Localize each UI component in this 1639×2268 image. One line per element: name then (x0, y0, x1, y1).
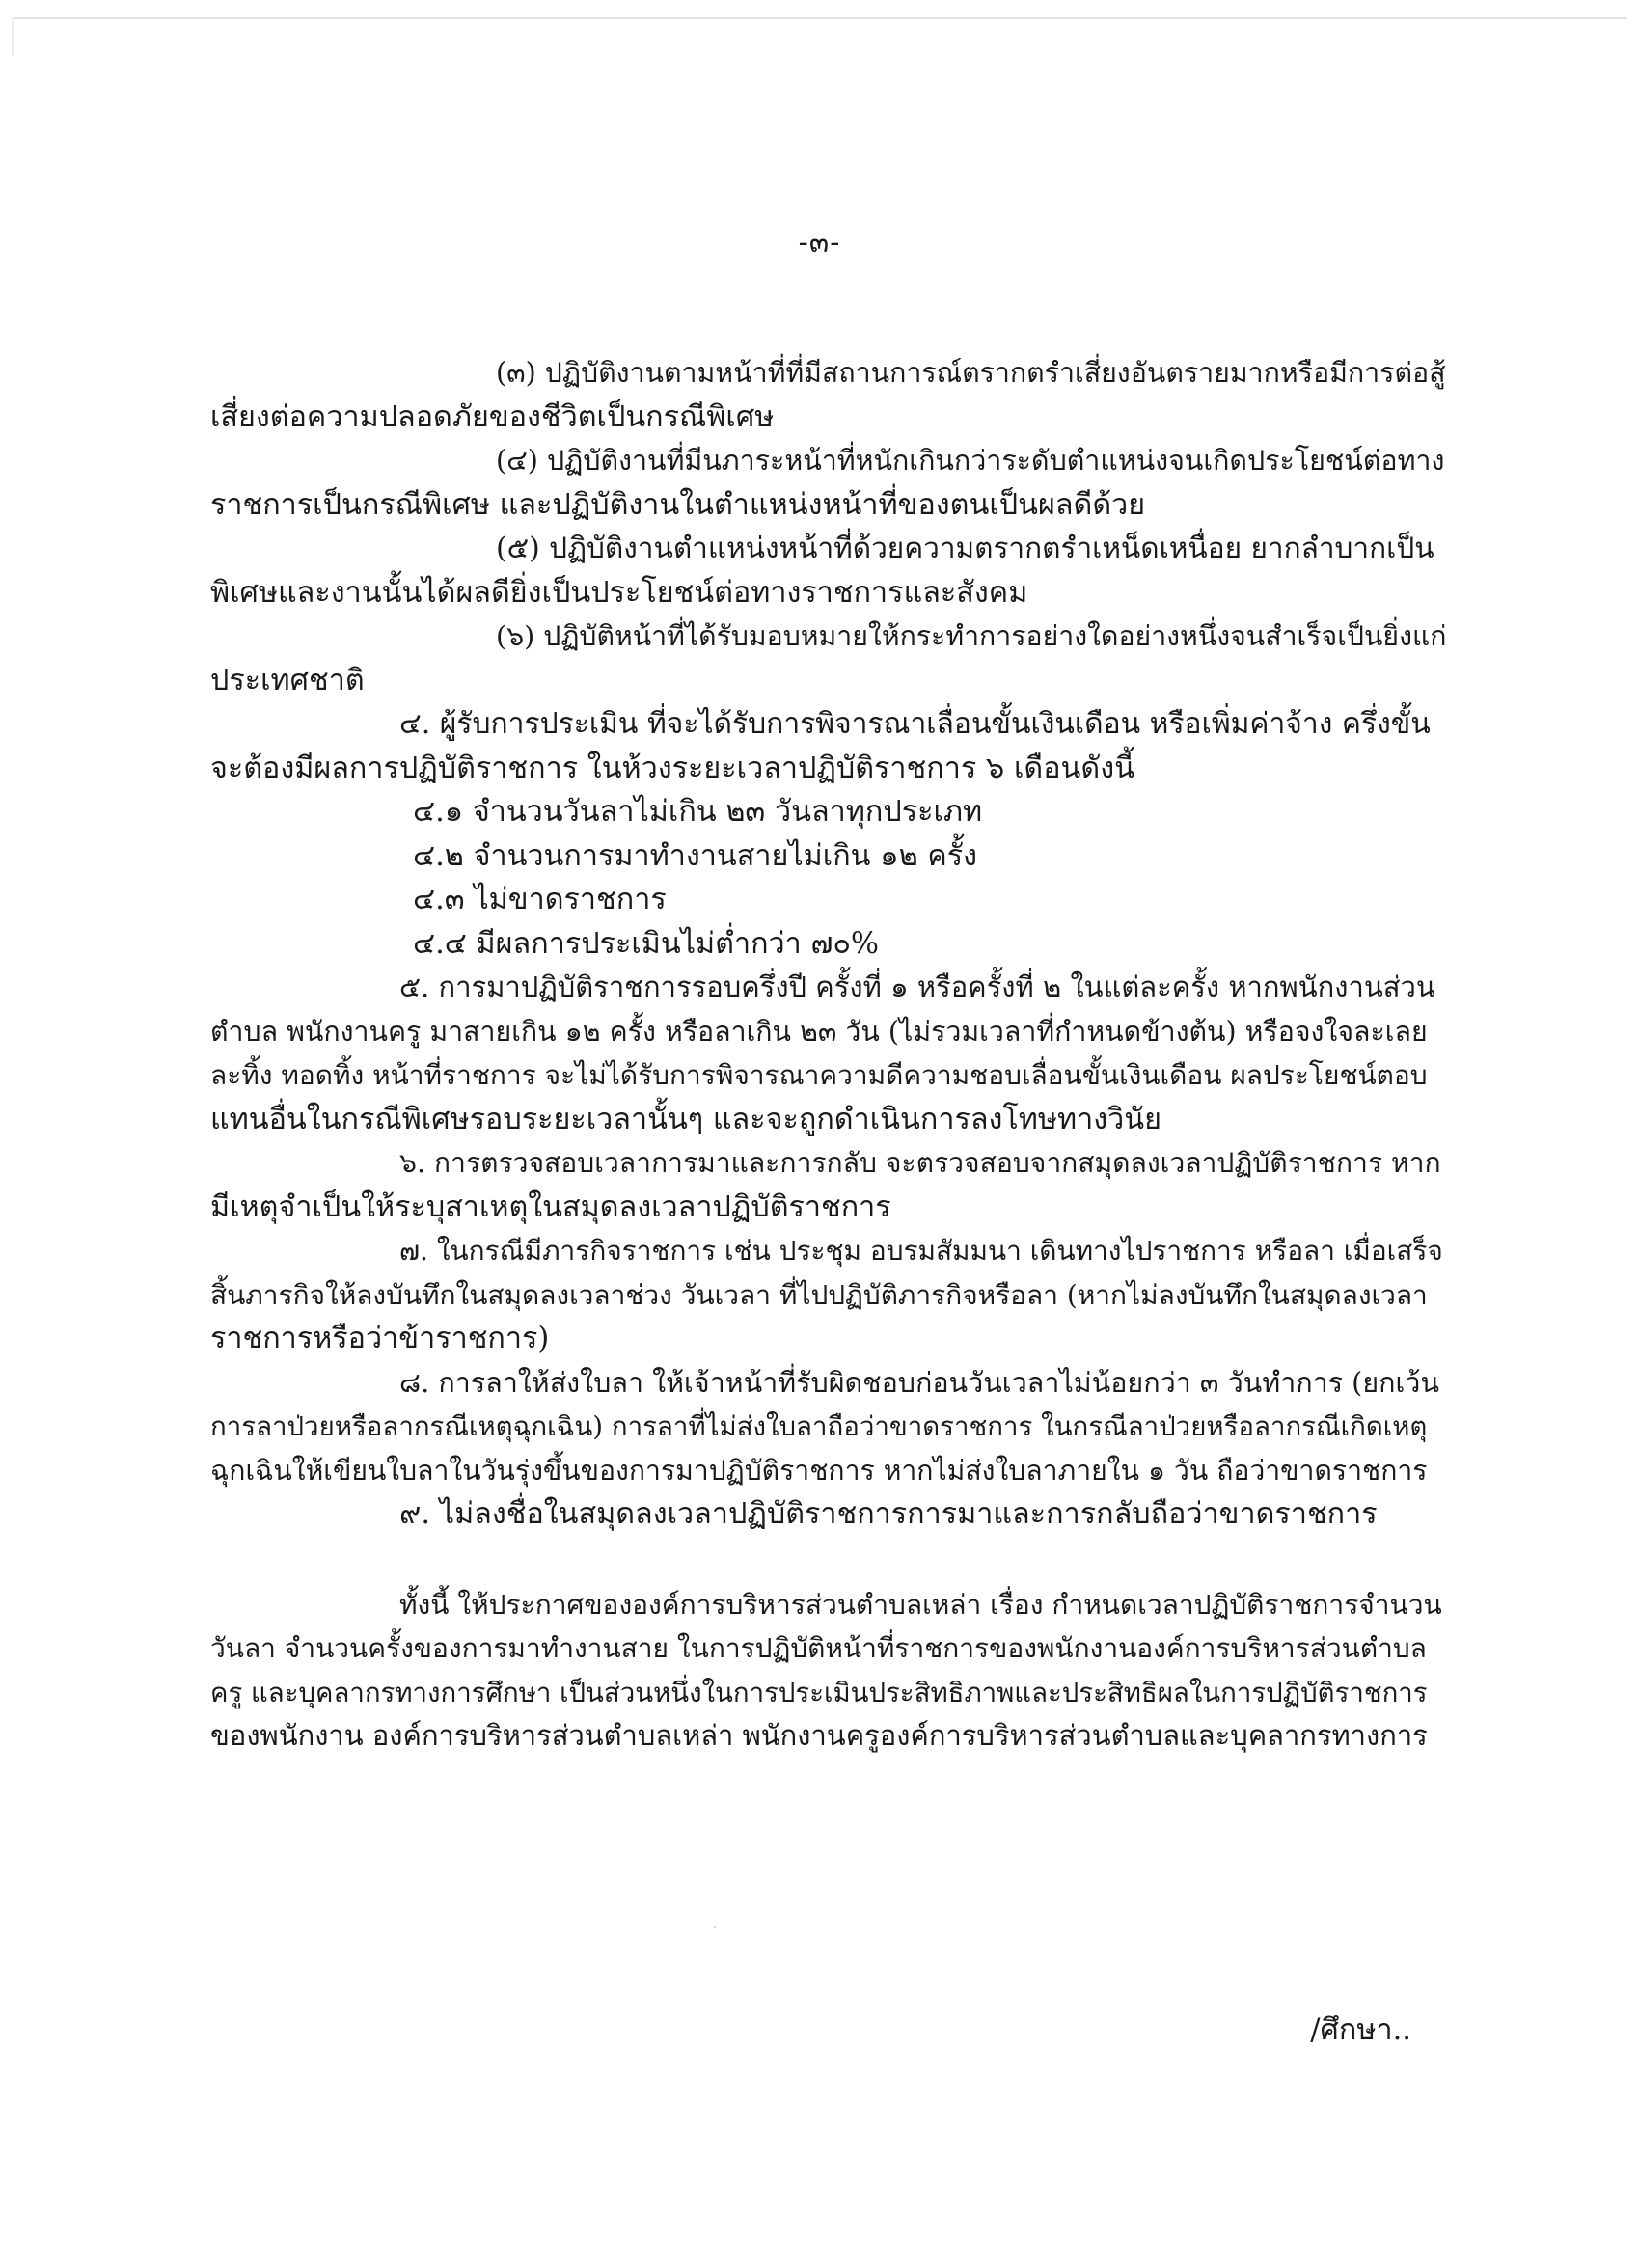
document-body (210, 351, 1447, 1759)
continuation-marker: /ศึกษา.. (1310, 2013, 1411, 2047)
paragraph-5 (210, 527, 1434, 615)
item-6 (210, 1141, 1441, 1229)
text-line: (๔) ปฏิบัติงานที่มีนภาระหน้าที่หนักเกินกว่าระดับตำแหน่งจนเกิดประโยชน์ต่อทาง (496, 444, 1445, 477)
text-line: (๓) ปฏิบัติงานตามหน้าที่ที่มีสถานการณ์ตรากตรำเสี่ยงอันตรายมากหรือมีการต่อสู้ (496, 357, 1446, 389)
text-line: การลาป่วยหรือลากรณีเหตุฉุกเฉิน) การลาที่ไม่ส่งใบลาถือว่าขาดราชการ ในกรณีลาป่วยหรือลากรณีเกิดเหตุ (210, 1410, 1428, 1442)
text-line: ฉุกเฉินให้เขียนใบลาในวันรุ่งขึ้นของการมาปฏิบัติราชการ หากไม่ส่งใบลาภายใน ๑ วัน ถือว่าขาดราชการ (210, 1454, 1428, 1487)
text-line: ตำบล พนักงานครู มาสายเกิน ๑๒ ครั้ง หรือลาเกิน ๒๓ วัน (ไม่รวมเวลาที่กำหนดข้างต้น) หรือจงใจละเลย (210, 1015, 1428, 1048)
page-number: -๓- (798, 226, 841, 260)
paragraph-4 (210, 439, 1445, 527)
text-line: ๗. ในกรณีมีภารกิจราชการ เช่น ประชุม อบรมสัมมนา เดินทางไปราชการ หรือลา เมื่อเสร็จ (399, 1235, 1443, 1267)
item-5 (210, 966, 1435, 1141)
text-line: ๔. ผู้รับการประเมิน ที่จะได้รับการพิจารณาเลื่อนขั้นเงินเดือน หรือเพิ่มค่าจ้าง ครึ่งขั้น (399, 707, 1431, 741)
text-line: วันลา จำนวนครั้งของการมาทำงานสาย ในการปฏิบัติหน้าที่ราชการของพนักงานองค์การบริหารส่วนตำบล (210, 1632, 1427, 1664)
text-line: ๔.๔ มีผลการประเมินไม่ต่ำกว่า ๗๐% (413, 926, 880, 961)
scan-edge-left (12, 17, 14, 56)
paragraph-3 (210, 351, 1446, 439)
text-line: ละทิ้ง ทอดทิ้ง หน้าที่ราชการ จะไม่ได้รับการพิจารณาความดีความชอบเลื่อนขั้นเงินเดือน ผลประโยชน์ตอบ (210, 1059, 1428, 1091)
text-line: เสี่ยงต่อความปลอดภัยของชีวิตเป็นกรณีพิเศษ (210, 399, 775, 434)
text-line: พิเศษและงานนั้นได้ผลดียิ่งเป็นประโยชน์ต่อทางราชการและสังคม (210, 575, 1028, 610)
text-line: มีเหตุจำเป็นให้ระบุสาเหตุในสมุดลงเวลาปฏิบัติราชการ (210, 1189, 891, 1224)
item-8 (210, 1361, 1439, 1493)
text-line: ๔.๓ ไม่ขาดราชการ (413, 883, 667, 916)
sub-item-4-4 (210, 922, 1428, 967)
scan-speck (714, 1926, 716, 1928)
text-line: ประเทศชาติ (210, 663, 365, 697)
text-line: ราชการหรือว่าข้าราชการ) (210, 1322, 550, 1355)
text-line: ทั้งนี้ ให้ประกาศขององค์การบริหารส่วนตำบลเหล่า เรื่อง กำหนดเวลาปฏิบัติราชการจำนวน (399, 1588, 1442, 1621)
text-line: แทนอื่นในกรณีพิเศษรอบระยะเวลานั้นๆ และจะถูกดำเนินการลงโทษทางวินัย (210, 1102, 1161, 1136)
item-4 (210, 702, 1431, 790)
text-line: ๔.๒ จำนวนการมาทำงานสายไม่เกิน ๑๒ ครั้ง (413, 838, 978, 873)
text-line: ๘. การลาให้ส่งใบลา ให้เจ้าหน้าที่รับผิดชอบก่อนวันเวลาไม่น้อยกว่า ๓ วันทำการ (ยกเว้น (399, 1365, 1439, 1399)
text-line: จะต้องมีผลการปฏิบัติราชการ ในห้วงระยะเวลาปฏิบัติราชการ ๖ เดือนดังนี้ (210, 751, 1134, 785)
text-line: ๔.๑ จำนวนวันลาไม่เกิน ๒๓ วันลาทุกประเภท (413, 795, 983, 829)
sub-item-4-3 (210, 878, 1428, 922)
paragraph-gap (210, 1537, 1428, 1583)
item-7 (210, 1229, 1443, 1361)
closing-paragraph (210, 1583, 1442, 1759)
item-9 (210, 1492, 1428, 1537)
text-line: ครู และบุคลากรทางการศึกษา เป็นส่วนหนึ่งในการประเมินประสิทธิภาพและประสิทธิผลในการปฏิบัติราชการ (210, 1676, 1428, 1708)
sub-item-4-2 (210, 834, 1428, 879)
text-line: ราชการเป็นกรณีพิเศษ และปฏิบัติงานในตำแหน่งหน้าที่ของตนเป็นผลดีด้วย (210, 487, 1146, 522)
sub-item-4-1 (210, 790, 1428, 834)
text-line: (๕) ปฏิบัติงานตำแหน่งหน้าที่ด้วยความตรากตรำเหน็ดเหนื่อย ยากลำบากเป็น (496, 532, 1434, 565)
paragraph-6 (210, 615, 1447, 702)
scan-edge-top (12, 17, 1627, 19)
text-line: ๕. การมาปฏิบัติราชการรอบครึ่งปี ครั้งที่ ๑ หรือครั้งที่ ๒ ในแต่ละครั้ง หากพนักงานส่วน (399, 970, 1435, 1003)
text-line: สิ้นภารกิจให้ลงบันทึกในสมุดลงเวลาช่วง วันเวลา ที่ไปปฏิบัติภารกิจหรือลา (หากไม่ลงบันทึกในสมุดลงเวลา (210, 1278, 1428, 1311)
text-line: ๖. การตรวจสอบเวลาการมาและการกลับ จะตรวจสอบจากสมุดลงเวลาปฏิบัติราชการ หาก (399, 1147, 1441, 1179)
text-line: (๖) ปฏิบัติหน้าที่ได้รับมอบหมายให้กระทำการอย่างใดอย่างหนึ่งจนสำเร็จเป็นยิ่งแก่ (496, 620, 1447, 652)
text-line: ๙. ไม่ลงชื่อในสมุดลงเวลาปฏิบัติราชการการมาและการกลับถือว่าขาดราชการ (399, 1497, 1378, 1531)
text-line: ของพนักงาน องค์การบริหารส่วนตำบลเหล่า พนักงานครูองค์การบริหารส่วนตำบลและบุคลากรทางการ (210, 1719, 1428, 1752)
